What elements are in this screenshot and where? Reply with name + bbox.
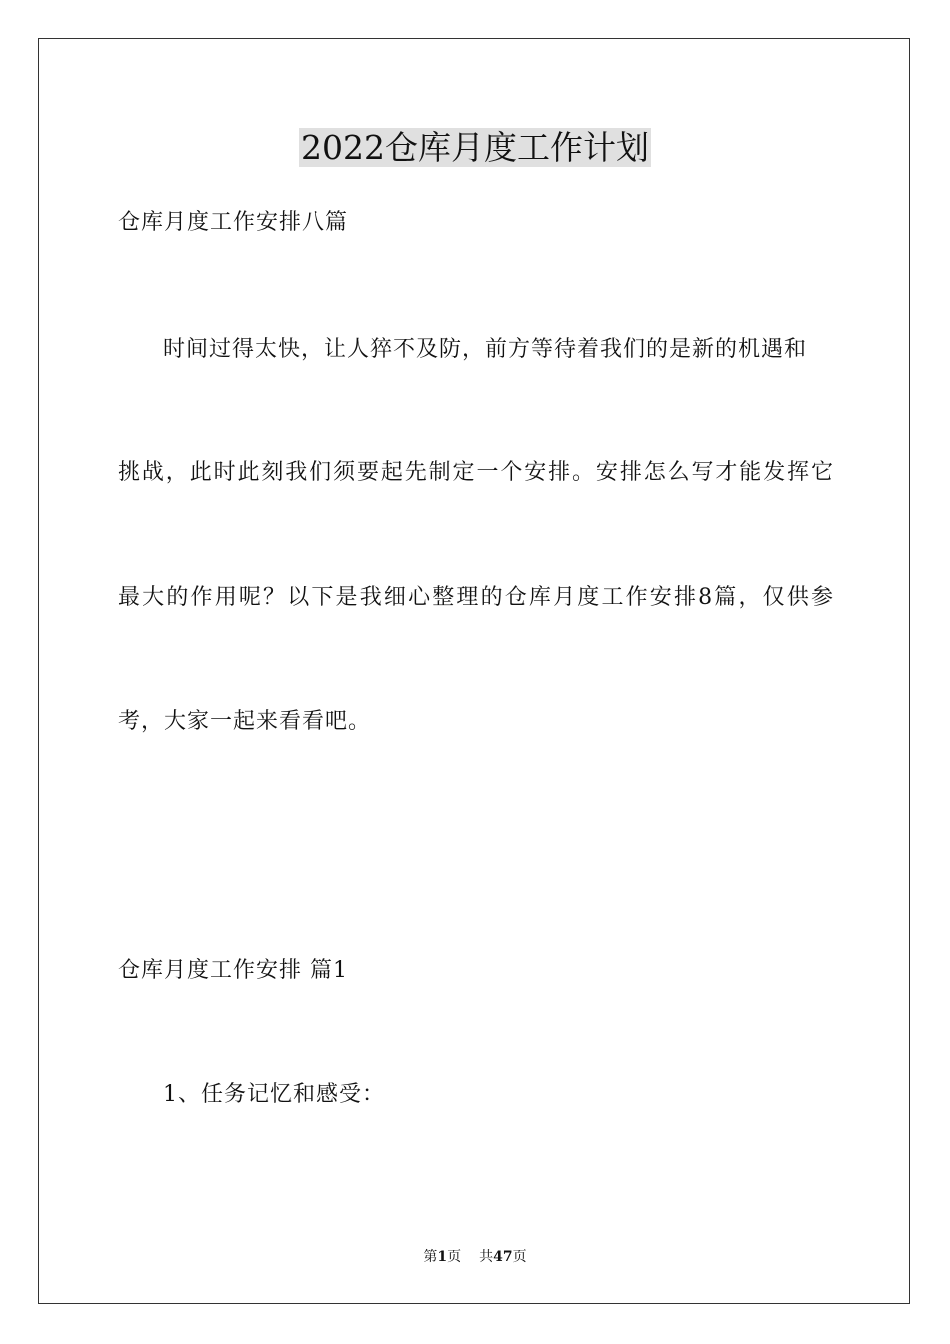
footer-page-suffix: 页 bbox=[447, 1249, 462, 1265]
document-title-text: 2022仓库月度工作计划 bbox=[301, 128, 649, 167]
footer-page-prefix: 第 bbox=[423, 1249, 438, 1265]
section-heading: 仓库月度工作安排 篇1 bbox=[118, 958, 348, 983]
intro-line-4: 考，大家一起来看看吧。 bbox=[118, 709, 372, 734]
footer-total-suffix: 页 bbox=[512, 1249, 527, 1265]
list-item-1: 1、任务记忆和感受： bbox=[163, 1082, 385, 1107]
page-footer bbox=[0, 1247, 950, 1267]
intro-line-3: 最大的作用呢？以下是我细心整理的仓库月度工作安排8篇，仅供参 bbox=[118, 585, 834, 610]
footer-page-number: 1 bbox=[437, 1249, 448, 1265]
intro-line-2: 挑战，此时此刻我们须要起先制定一个安排。安排怎么写才能发挥它 bbox=[118, 460, 834, 485]
intro-line-1: 时间过得太快，让人猝不及防，前方等待着我们的是新的机遇和 bbox=[163, 337, 808, 362]
footer-total-pages: 47 bbox=[493, 1249, 513, 1265]
document-subtitle: 仓库月度工作安排八篇 bbox=[118, 210, 349, 235]
footer-total-prefix: 共 bbox=[479, 1249, 494, 1265]
document-title bbox=[0, 126, 950, 170]
